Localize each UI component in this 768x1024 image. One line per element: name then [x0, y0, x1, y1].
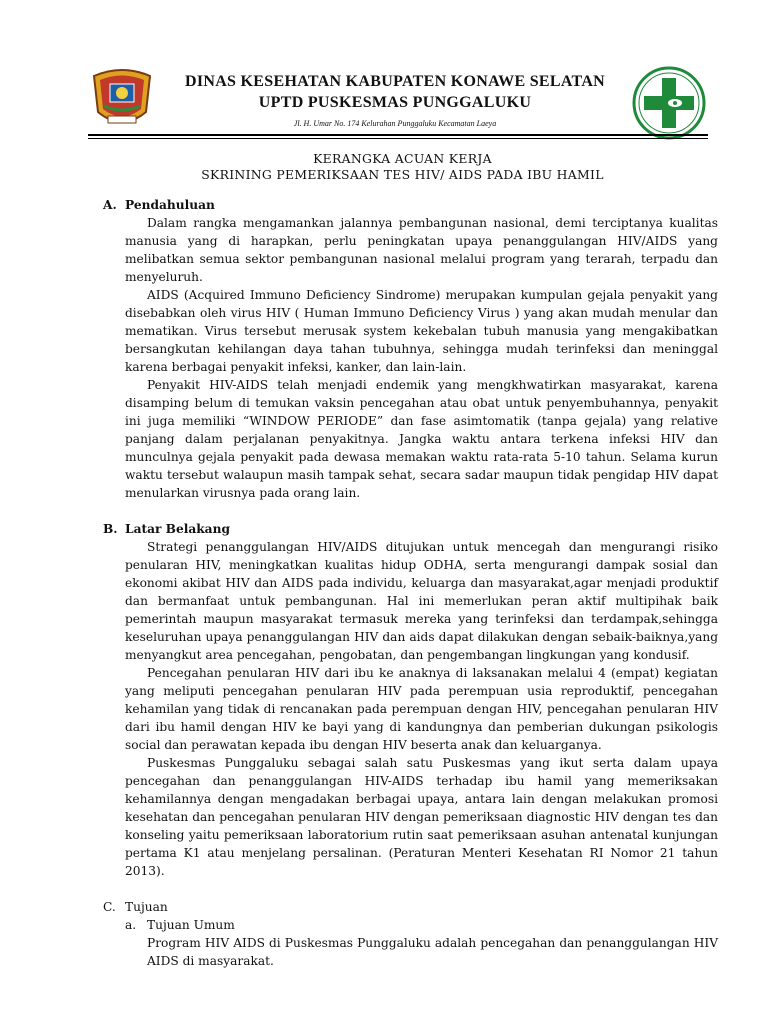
section-title: Pendahuluan — [125, 198, 215, 212]
section-number: A. — [103, 198, 117, 212]
section-title: Tujuan — [125, 900, 168, 914]
section-number: C. — [103, 900, 116, 914]
section-number: B. — [103, 522, 118, 536]
section-b-heading — [103, 520, 718, 538]
subsection-title: Tujuan Umum — [147, 918, 235, 932]
section-c-heading — [103, 898, 718, 916]
paragraph: Pencegahan penularan HIV dari ibu ke anaknya di laksanakan melalui 4 (empat) kegiatan yang meliputi pencegahan penularan HIV pada perempuan usia reproduktif, pencegahan kehamilan yang tidak di rencanakan pada perempuan dengan HIV, pencegahan penularan HIV dari ibu hamil dengan HIV ke bayi yang di kandungnya dan pemberian dukungan psikologis social dan perawatan kepada ibu dengan HIV beserta anak dan keluarganya. — [125, 666, 718, 752]
puskesmas-cross-logo — [632, 66, 706, 140]
paragraph: AIDS (Acquired Immuno Deficiency Sindrome) merupakan kumpulan gejala penyakit yang disebabkan oleh virus HIV ( Human Immuno Deficiency Virus ) yang akan mudah menular dan mematikan. Virus tersebut merusak system kekebalan tubuh manusia yang mengakibatkan bersangkutan kehilangan daya tahan tubuhnya, sehingga mudah terinfeksi dan meninggal karena berbagai penyakit infeksi, kanker, dan lain-lain. — [125, 288, 718, 374]
doc-title: KERANGKA ACUAN KERJA — [313, 151, 492, 166]
paragraph: Program HIV AIDS di Puskesmas Punggaluku adalah pencegahan dan penanggulangan HIV AIDS di masyarakat. — [147, 936, 718, 968]
letterhead-divider — [88, 134, 708, 139]
agency-name: DINAS KESEHATAN KABUPATEN KONAWE SELATAN — [184, 73, 606, 90]
letterhead — [165, 72, 625, 130]
paragraph: Strategi penanggulangan HIV/AIDS ditujukan untuk mencegah dan mengurangi risiko penularan HIV, meningkatkan kualitas hidup ODHA, serta mengurangi dampak sosial dan ekonomi akibat HIV dan AIDS pada individu, keluarga dan masyarakat,agar menjadi produktif dan bermanfaat untuk pembangunan. Hal ini memerlukan peran aktif multipihak baik pemerintah maupun masyarakat termasuk mereka yang terinfeksi dan terdampak,sehingga keseluruhan upaya penanggulangan HIV dan aids dapat dilakukan dengan sebaik-baiknya,yang menyangkut area pencegahan, pengobatan, dan pengembangan lingkungan yang kondusif. — [125, 540, 718, 662]
regency-emblem-logo — [88, 66, 156, 134]
doc-subtitle: SKRINING PEMERIKSAAN TES HIV/ AIDS PADA IBU HAMIL — [201, 167, 604, 182]
paragraph: Penyakit HIV-AIDS telah menjadi endemik yang mengkhwatirkan masyarakat, karena disamping belum di temukan vaksin pencegahan atau obat untuk penyembuhannya, penyakit ini juga memiliki “WINDOW PERIODE” dan fase asimtomatik (tanpa gejala) yang relative panjang dalam perjalanan penyakitnya. Jangka waktu antara terkena infeksi HIV dan munculnya gejala penyakit pada dewasa memakan waktu rata-rata 5-10 tahun. Selama kurun waktu tersebut walaupun masih tampak sehat, secara sadar maupun tidak pengidap HIV dapat menularkan virusnya pada orang lain. — [125, 378, 718, 500]
section-title: Latar Belakang — [125, 522, 230, 536]
address-line: Jl. H. Umar No. 174 Kelurahan Punggaluku Kecamatan Laeya — [293, 119, 497, 128]
paragraph: Puskesmas Punggaluku sebagai salah satu Puskesmas yang ikut serta dalam upaya pencegahan dan penanggulangan HIV-AIDS terhadap ibu hamil yang memeriksakan kehamilannya dengan mengadakan berbagai upaya, antara lain dengan melakukan promosi kesehatan dan pencegahan penularan HIV dengan pemeriksaan diagnostic HIV dengan tes dan konseling yaitu pemeriksaan laboratorium rutin saat pemeriksaan asuhan antenatal kunjungan pertama K1 atau menjelang persalinan. (Peraturan Menteri Kesehatan RI Nomor 21 tahun 2013). — [125, 756, 718, 878]
subsection-heading — [125, 916, 718, 934]
paragraph: Dalam rangka mengamankan jalannya pembangunan nasional, demi terciptanya kualitas manusia yang di harapkan, perlu peningkatan upaya penanggulangan HIV/AIDS yang melibatkan semua sektor pembangunan nasional melalui program yang terarah, terpadu dan menyeluruh. — [125, 216, 718, 284]
document-body — [103, 196, 718, 970]
subsection-number: a. — [125, 918, 137, 932]
section-a-heading — [103, 196, 718, 214]
unit-name: UPTD PUSKESMAS PUNGGALUKU — [258, 94, 532, 111]
